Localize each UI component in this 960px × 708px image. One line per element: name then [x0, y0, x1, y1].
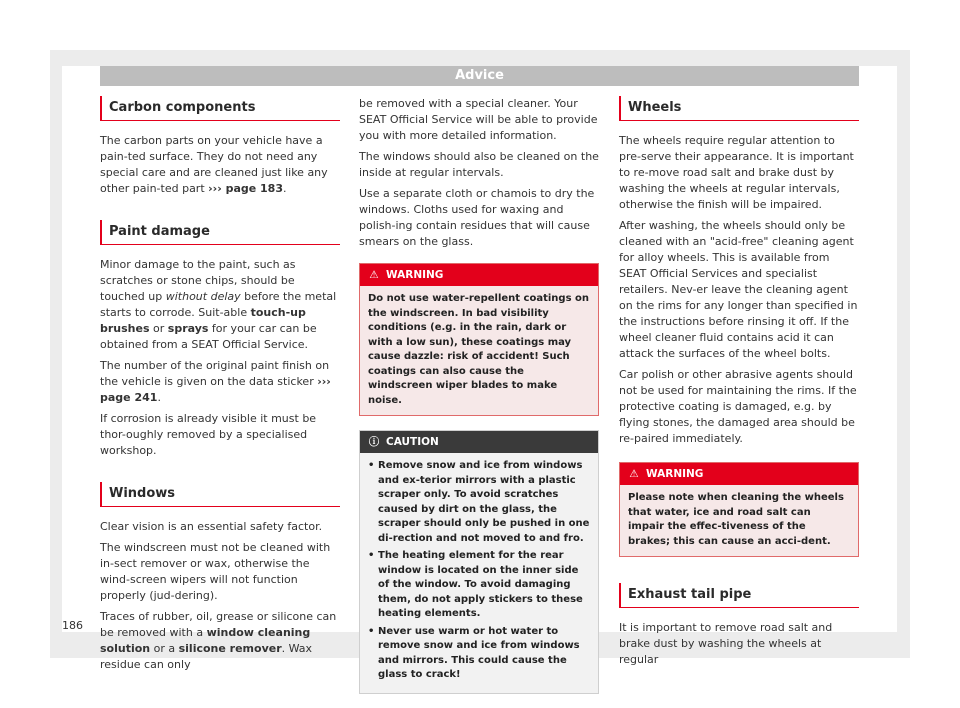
caution-item	[368, 549, 590, 622]
warning-header	[360, 264, 598, 286]
warning-header	[620, 463, 858, 485]
carbon-text: The carbon parts on your vehicle have a pain-ted surface. They do not need any special care and are cleaned just like any other pain-ted part	[100, 134, 328, 195]
windows-text-c: . Wax residue can only	[100, 642, 313, 671]
caution-title: CAUTION	[386, 436, 439, 448]
warning-box-wheels	[619, 462, 859, 557]
wheels-paragraph-1: The wheels require regular attention to pre-serve their appearance. It is important to re-move road salt and brake dust by washing the wheels at regular intervals, otherwise the finish will be impaired.	[619, 134, 854, 211]
windows-bold-solution: window cleaning solution	[100, 626, 311, 655]
windows-cont-paragraph-1: be removed with a special cleaner. Your SEAT Official Service will be able to provide you with more detailed information.	[359, 97, 598, 142]
column-middle	[359, 96, 599, 704]
paint-text-a: Minor damage to the paint, such as scratches or stone chips, should be touched up	[100, 258, 296, 303]
paint-bold-brushes: touch-up brushes	[100, 306, 306, 335]
caution-body	[360, 453, 598, 693]
paint-paragraph-1	[100, 257, 340, 353]
heading-paint-damage: Paint damage	[100, 220, 340, 245]
warning-box-windscreen	[359, 263, 599, 416]
warning-text: Please note when cleaning the wheels that water, ice and road salt can impair the effec-tiveness of the brakes; this can cause an acci-dent.	[620, 485, 858, 556]
windows-cont-paragraph-3: Use a separate cloth or chamois to dry the windows. Cloths used for waxing and polish-ing contain residues that will cause smears on the glass.	[359, 187, 595, 248]
heading-exhaust-tail-pipe: Exhaust tail pipe	[619, 583, 859, 608]
section-banner: Advice	[100, 66, 859, 86]
caution-item	[368, 625, 590, 683]
bullet-icon: •	[368, 460, 375, 471]
warning-triangle-icon: ⚠	[629, 468, 639, 480]
windows-paragraph-1: Clear vision is an essential safety factor.	[100, 520, 323, 533]
paint-text-2a: The number of the original paint finish on the vehicle is given on the data sticker	[100, 359, 330, 388]
carbon-text-end: .	[283, 182, 287, 195]
caution-item-text: The heating element for the rear window is located on the inner side of the window. To avoid damaging them, do not apply stickers to these heating elements.	[378, 550, 583, 619]
caution-item	[368, 459, 590, 546]
paint-text-italic: without delay	[165, 290, 241, 303]
wheels-paragraph-2: After washing, the wheels should only be cleaned with an "acid-free" cleaning agent for alloy wheels. This is available from SEAT Official Services and specialist retailers. Nev-er leave the cleaning agent on the rims for any longer than specified in the instructions before rinsing it off. If the wheel cleaner fluid contains acid it can attack the surfaces of the wheel bolts.	[619, 219, 858, 360]
paint-paragraph-3: If corrosion is already visible it must be thor-oughly removed by a specialised workshop.	[100, 412, 317, 457]
caution-header	[360, 431, 598, 453]
paint-bold-sprays: sprays	[167, 322, 209, 335]
page-number: 186	[62, 619, 83, 632]
column-right	[619, 96, 859, 673]
page-ref-241[interactable]: ››› page 241	[100, 375, 331, 404]
column-left	[100, 96, 340, 678]
warning-triangle-icon: ⚠	[369, 269, 379, 281]
windows-bold-remover: silicone remover	[178, 642, 282, 655]
paint-text-d: for your car can be obtained from a SEAT Official Service.	[100, 322, 317, 351]
carbon-paragraph	[100, 133, 340, 197]
wheels-paragraph-3: Car polish or other abrasive agents should not be used for maintaining the rims. If the protective coating is damaged, e.g. by flying stones, the damaged area should be re-paired immediately.	[619, 368, 857, 445]
windows-paragraph-2: The windscreen must not be cleaned with in-sect remover or wax, otherwise the wind-screen wipers will not function properly (jud-dering).	[100, 541, 331, 602]
bullet-icon: •	[368, 550, 375, 561]
heading-windows: Windows	[100, 482, 340, 507]
windows-text-a: Traces of rubber, oil, grease or silicone can be removed with a	[100, 610, 337, 639]
caution-item-text: Never use warm or hot water to remove snow and ice from windows and mirrors. This could cause the glass to crack!	[378, 625, 580, 680]
windows-text-b: or a	[150, 642, 179, 655]
exhaust-paragraph-1: It is important to remove road salt and brake dust by washing the wheels at regular	[619, 621, 833, 666]
paint-text-c: or	[149, 322, 168, 335]
heading-carbon-components: Carbon components	[100, 96, 340, 121]
paint-paragraph-2	[100, 358, 340, 406]
warning-title: WARNING	[646, 468, 704, 480]
info-circle-icon: ⓘ	[368, 436, 380, 448]
paint-text-2end: .	[157, 391, 161, 404]
windows-cont-paragraph-2: The windows should also be cleaned on the inside at regular intervals.	[359, 150, 599, 179]
warning-text: Do not use water-repellent coatings on the windscreen. In bad visibility conditions (e.g. in the rain, dark or with a low sun), these coatings may cause dazzle: risk of accident! Such coatings can also cause the windscreen wiper blades to make noise.	[360, 286, 598, 415]
bullet-icon: •	[368, 625, 375, 637]
caution-box-windows	[359, 430, 599, 694]
caution-item-text: Remove snow and ice from windows and ex-terior mirrors with a plastic scraper only. To avoid scratches caused by dirt on the glass, the scraper should only be pushed in one di-rection and not moved to and fro.	[378, 460, 590, 544]
heading-wheels: Wheels	[619, 96, 859, 121]
paint-text-b: before the metal starts to corrode. Suit-able	[100, 290, 337, 319]
page-ref-183[interactable]: ››› page 183	[208, 182, 283, 195]
warning-title: WARNING	[386, 269, 444, 281]
windows-paragraph-3	[100, 609, 340, 673]
